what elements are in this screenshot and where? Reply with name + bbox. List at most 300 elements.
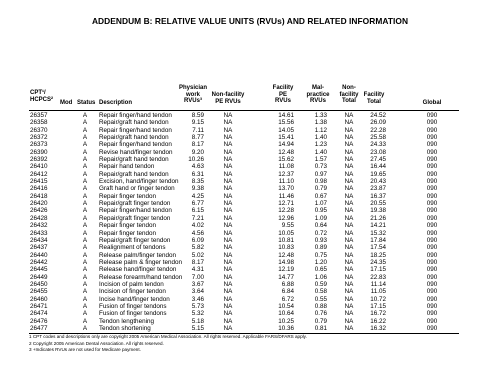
facility-pe-cell: 11.10	[278, 178, 294, 186]
header-nfpe-line1: Non-facility	[211, 92, 245, 98]
facility-pe-cell: 10.64	[278, 310, 294, 318]
facility-pe-cell: 14.98	[278, 258, 294, 266]
status-cell: A	[82, 317, 88, 325]
facility-pe-cell: 14.61	[278, 112, 294, 119]
global-cell: 090	[426, 222, 438, 230]
global-cell: 090	[426, 266, 438, 274]
cpt-code-cell: 26426	[30, 207, 48, 215]
status-cell: A	[82, 134, 88, 142]
facility-pe-cell: 15.62	[278, 156, 294, 164]
global-cell: 090	[426, 185, 438, 193]
description-cell: Repair finger tendon	[99, 192, 157, 200]
global-cell: 090	[426, 119, 438, 127]
facility-pe-cell: 12.28	[278, 207, 294, 215]
status-cell: A	[82, 222, 88, 230]
nonfacility-total-cell: NA	[344, 163, 354, 171]
nonfacility-pe-cell: NA	[223, 156, 233, 164]
header-status: Status	[77, 100, 96, 106]
description-cell: Incision of finger tendon	[99, 288, 166, 296]
description-cell: Fusion of finger tendons	[99, 310, 167, 318]
facility-total-cell: 27.45	[370, 156, 386, 164]
header-facility-pe	[268, 85, 298, 105]
malpractice-cell: 0.59	[314, 280, 327, 288]
nonfacility-total-cell: NA	[344, 185, 354, 193]
description-cell: Tendon lengthening	[99, 317, 154, 325]
description-cell: Repair/graft finger tendon	[99, 200, 171, 208]
facility-pe-cell: 10.25	[278, 317, 294, 325]
status-cell: A	[82, 244, 88, 252]
work-rvu-cell: 6.15	[191, 207, 204, 215]
facility-pe-cell: 14.05	[278, 126, 294, 134]
facility-pe-cell: 9.55	[281, 222, 294, 230]
status-cell: A	[82, 163, 88, 171]
global-cell: 090	[426, 170, 438, 178]
facility-pe-cell: 12.71	[278, 200, 294, 208]
facility-pe-cell: 12.96	[278, 214, 294, 222]
header-global: Global	[422, 100, 442, 106]
status-cell: A	[82, 310, 88, 318]
status-cell: A	[82, 288, 88, 296]
status-cell: A	[82, 295, 88, 303]
description-cell: Repair finger/hand tendon	[99, 141, 172, 149]
global-cell: 090	[426, 148, 438, 156]
description-cell: Repair/graft finger tendon	[99, 236, 171, 244]
work-rvu-cell: 3.64	[191, 288, 204, 296]
work-rvu-cell: 4.31	[191, 266, 204, 274]
header-nft-line2: facility	[339, 91, 359, 98]
nonfacility-pe-cell: NA	[223, 112, 233, 119]
status-cell: A	[82, 141, 88, 149]
table-row	[0, 310, 500, 317]
global-cell: 090	[426, 244, 438, 252]
header-cpt-line1: CPT¹/	[30, 90, 46, 96]
description-cell: Repair/graft finger tendon	[99, 214, 171, 222]
facility-pe-cell: 6.84	[281, 288, 294, 296]
global-cell: 090	[426, 236, 438, 244]
facility-total-cell: 21.26	[370, 214, 386, 222]
header-fpe-line1: Facility	[272, 85, 294, 91]
malpractice-cell: 1.57	[314, 156, 327, 164]
facility-pe-cell: 14.94	[278, 141, 294, 149]
malpractice-cell: 0.98	[314, 178, 327, 186]
facility-total-cell: 20.43	[370, 178, 386, 186]
description-cell: Release palm & finger tendon	[99, 258, 182, 266]
malpractice-cell: 1.06	[314, 273, 327, 281]
global-cell: 090	[426, 192, 438, 200]
work-rvu-cell: 4.56	[191, 229, 204, 237]
cpt-code-cell: 26474	[30, 310, 48, 318]
description-cell: Release forearm/hand tendon	[99, 273, 183, 281]
table-row	[0, 207, 500, 214]
facility-total-cell: 11.05	[370, 288, 386, 296]
global-cell: 090	[426, 280, 438, 288]
work-rvu-cell: 3.46	[191, 295, 204, 303]
facility-pe-cell: 15.56	[278, 119, 294, 127]
work-rvu-cell: 7.21	[191, 214, 204, 222]
malpractice-cell: 1.38	[314, 119, 327, 127]
nonfacility-total-cell: NA	[344, 112, 354, 119]
nonfacility-pe-cell: NA	[223, 170, 233, 178]
cpt-code-cell: 26449	[30, 273, 48, 281]
status-cell: A	[82, 280, 88, 288]
cpt-code-cell: 26434	[30, 236, 48, 244]
facility-total-cell: 17.84	[370, 236, 386, 244]
description-cell: Repair finger/hand tendon	[99, 112, 172, 119]
header-work-line1: Physician	[178, 85, 207, 91]
page-title: ADDENDUM B: RELATIVE VALUE UNITS (RVUs) AND RELATED INFORMATION	[91, 16, 409, 26]
status-cell: A	[82, 148, 88, 156]
facility-total-cell: 24.52	[370, 112, 386, 119]
global-cell: 090	[426, 214, 438, 222]
nonfacility-pe-cell: NA	[223, 148, 233, 156]
nonfacility-total-cell: NA	[344, 148, 354, 156]
facility-total-cell: 17.15	[370, 302, 386, 310]
malpractice-cell: 0.79	[314, 317, 327, 325]
nonfacility-pe-cell: NA	[223, 244, 233, 252]
footnote-2: 2 Copyright 2005 American Dental Association. All rights reserved.	[29, 340, 164, 346]
nonfacility-pe-cell: NA	[223, 185, 233, 193]
global-cell: 090	[426, 229, 438, 237]
cpt-code-cell: 26416	[30, 185, 48, 193]
header-mod: Mod	[60, 100, 73, 106]
facility-total-cell: 23.87	[370, 185, 386, 193]
footnotes	[29, 334, 307, 354]
nonfacility-total-cell: NA	[344, 258, 354, 266]
work-rvu-cell: 8.17	[191, 258, 204, 266]
description-cell: Revise hand/finger tendon	[99, 148, 173, 156]
facility-pe-cell: 12.19	[278, 266, 294, 274]
cpt-code-cell: 26373	[30, 141, 48, 149]
work-rvu-cell: 5.32	[191, 310, 204, 318]
nonfacility-total-cell: NA	[344, 317, 354, 325]
table-row	[0, 222, 500, 229]
malpractice-cell: 1.20	[314, 258, 327, 266]
cpt-code-cell: 26460	[30, 295, 48, 303]
facility-total-cell: 11.14	[370, 280, 386, 288]
nonfacility-total-cell: NA	[344, 324, 354, 332]
nonfacility-pe-cell: NA	[223, 126, 233, 134]
status-cell: A	[82, 214, 88, 222]
status-cell: A	[82, 324, 88, 332]
cpt-code-cell: 26471	[30, 302, 48, 310]
table-row	[0, 266, 500, 273]
description-cell: Repair finger/hand tendon	[99, 207, 172, 215]
description-cell: Repair/graft hand tendon	[99, 119, 169, 127]
nonfacility-pe-cell: NA	[223, 295, 233, 303]
work-rvu-cell: 8.17	[191, 141, 204, 149]
description-cell: Fusion of finger tendons	[99, 302, 167, 310]
cpt-code-cell: 26476	[30, 317, 48, 325]
global-cell: 090	[426, 178, 438, 186]
nonfacility-pe-cell: NA	[223, 163, 233, 171]
description-cell: Release hand/finger tendon	[99, 266, 177, 274]
nonfacility-total-cell: NA	[344, 288, 354, 296]
nonfacility-pe-cell: NA	[223, 317, 233, 325]
description-cell: Release palm/finger tendon	[99, 251, 177, 259]
nonfacility-total-cell: NA	[344, 280, 354, 288]
table-row	[0, 141, 500, 148]
cpt-code-cell: 26370	[30, 126, 48, 134]
work-rvu-cell: 8.35	[191, 178, 204, 186]
description-cell: Incise hand/finger tendon	[99, 295, 170, 303]
global-cell: 090	[426, 112, 438, 119]
nonfacility-pe-cell: NA	[223, 200, 233, 208]
global-cell: 090	[426, 288, 438, 296]
nonfacility-pe-cell: NA	[223, 119, 233, 127]
work-rvu-cell: 5.82	[191, 244, 204, 252]
nonfacility-total-cell: NA	[344, 310, 354, 318]
description-cell: Graft hand or finger tendon	[99, 185, 175, 193]
malpractice-cell: 0.58	[314, 288, 327, 296]
malpractice-cell: 0.67	[314, 192, 327, 200]
facility-total-cell: 18.25	[370, 251, 386, 259]
rvu-table-body	[0, 112, 500, 332]
work-rvu-cell: 9.20	[191, 148, 204, 156]
header-description: Description	[99, 100, 133, 106]
cpt-code-cell: 26410	[30, 163, 48, 171]
header-physician-work	[176, 85, 210, 105]
nonfacility-total-cell: NA	[344, 192, 354, 200]
cpt-code-cell: 26477	[30, 324, 48, 332]
nonfacility-pe-cell: NA	[223, 222, 233, 230]
facility-total-cell: 16.37	[370, 192, 386, 200]
status-cell: A	[82, 302, 88, 310]
description-cell: Excision, hand/finger tendon	[99, 178, 179, 186]
table-row	[0, 193, 500, 200]
nonfacility-pe-cell: NA	[223, 258, 233, 266]
table-row	[0, 178, 500, 185]
cpt-code-cell: 26418	[30, 192, 48, 200]
nonfacility-total-cell: NA	[344, 266, 354, 274]
work-rvu-cell: 4.02	[191, 222, 204, 230]
cpt-code-cell: 26412	[30, 170, 48, 178]
status-cell: A	[82, 178, 88, 186]
global-cell: 090	[426, 251, 438, 259]
nonfacility-total-cell: NA	[344, 214, 354, 222]
global-cell: 090	[426, 324, 438, 332]
nonfacility-total-cell: NA	[344, 244, 354, 252]
status-cell: A	[82, 251, 88, 259]
work-rvu-cell: 8.59	[191, 112, 204, 119]
facility-total-cell: 19.38	[370, 207, 386, 215]
description-cell: Tendon shortening	[99, 324, 151, 332]
malpractice-cell: 0.89	[314, 244, 327, 252]
facility-total-cell: 16.22	[370, 317, 386, 325]
facility-total-cell: 10.72	[370, 295, 386, 303]
facility-pe-cell: 10.36	[278, 324, 294, 332]
table-row	[0, 215, 500, 222]
work-rvu-cell: 4.25	[191, 192, 204, 200]
nonfacility-total-cell: NA	[344, 126, 354, 134]
table-row	[0, 252, 500, 259]
nonfacility-total-cell: NA	[344, 222, 354, 230]
status-cell: A	[82, 236, 88, 244]
table-row	[0, 237, 500, 244]
malpractice-cell: 1.12	[314, 126, 327, 134]
nonfacility-pe-cell: NA	[223, 288, 233, 296]
work-rvu-cell: 9.15	[191, 119, 204, 127]
description-cell: Incision of palm tendon	[99, 280, 164, 288]
status-cell: A	[82, 266, 88, 274]
malpractice-cell: 1.33	[314, 112, 327, 119]
header-fpe-line3: RVUs	[275, 98, 291, 105]
work-rvu-cell: 7.00	[191, 273, 204, 281]
work-rvu-cell: 6.31	[191, 170, 204, 178]
nonfacility-total-cell: NA	[344, 236, 354, 244]
global-cell: 090	[426, 200, 438, 208]
nonfacility-total-cell: NA	[344, 134, 354, 142]
nonfacility-pe-cell: NA	[223, 236, 233, 244]
facility-total-cell: 17.54	[370, 244, 386, 252]
facility-pe-cell: 11.08	[278, 163, 294, 171]
table-row	[0, 185, 500, 192]
cpt-code-cell: 26442	[30, 258, 48, 266]
status-cell: A	[82, 126, 88, 134]
header-mal-line2: practice	[306, 91, 330, 98]
facility-pe-cell: 10.54	[278, 302, 294, 310]
nonfacility-total-cell: NA	[344, 200, 354, 208]
status-cell: A	[82, 185, 88, 193]
cpt-code-cell: 26433	[30, 229, 48, 237]
malpractice-cell: 1.40	[314, 148, 327, 156]
header-nft-line3: Total	[342, 98, 356, 105]
nonfacility-pe-cell: NA	[223, 192, 233, 200]
description-cell: Repair/graft hand tendon	[99, 156, 169, 164]
header-ft-line2: Total	[367, 98, 381, 105]
description-cell: Repair finger/hand tendon	[99, 126, 172, 134]
description-cell: Realignment of tendons	[99, 244, 166, 252]
header-work-line3: RVUs³	[184, 98, 202, 105]
header-divider	[29, 110, 459, 111]
header-facility-total	[360, 92, 388, 105]
nonfacility-pe-cell: NA	[223, 214, 233, 222]
description-cell: Repair hand tendon	[99, 163, 155, 171]
status-cell: A	[82, 112, 88, 119]
table-row	[0, 274, 500, 281]
table-row	[0, 288, 500, 295]
header-fpe-line2: PE	[278, 91, 287, 98]
facility-total-cell: 24.33	[370, 141, 386, 149]
facility-pe-cell: 6.72	[281, 295, 294, 303]
work-rvu-cell: 5.73	[191, 302, 204, 310]
nonfacility-pe-cell: NA	[223, 273, 233, 281]
global-cell: 090	[426, 163, 438, 171]
table-row	[0, 281, 500, 288]
nonfacility-total-cell: NA	[344, 302, 354, 310]
cpt-code-cell: 26428	[30, 214, 48, 222]
work-rvu-cell: 5.18	[191, 317, 204, 325]
table-row	[0, 200, 500, 207]
work-rvu-cell: 10.26	[188, 156, 204, 164]
header-ft-line1: Facility	[363, 92, 385, 98]
nonfacility-pe-cell: NA	[223, 266, 233, 274]
nonfacility-pe-cell: NA	[223, 302, 233, 310]
cpt-code-cell: 26455	[30, 288, 48, 296]
facility-total-cell: 25.58	[370, 134, 386, 142]
malpractice-cell: 0.64	[314, 222, 327, 230]
global-cell: 090	[426, 141, 438, 149]
work-rvu-cell: 3.67	[191, 280, 204, 288]
nonfacility-pe-cell: NA	[223, 207, 233, 215]
nonfacility-pe-cell: NA	[223, 178, 233, 186]
table-row	[0, 149, 500, 156]
global-cell: 090	[426, 258, 438, 266]
table-row	[0, 112, 500, 119]
malpractice-cell: 0.72	[314, 229, 327, 237]
malpractice-cell: 0.88	[314, 302, 327, 310]
cpt-code-cell: 26432	[30, 222, 48, 230]
global-cell: 090	[426, 310, 438, 318]
facility-pe-cell: 11.46	[278, 192, 294, 200]
table-row	[0, 156, 500, 163]
work-rvu-cell: 5.02	[191, 251, 204, 259]
facility-pe-cell: 6.88	[281, 280, 294, 288]
global-cell: 090	[426, 134, 438, 142]
nonfacility-pe-cell: NA	[223, 324, 233, 332]
header-nft-line1: Non-	[342, 85, 356, 91]
facility-total-cell: 20.55	[370, 200, 386, 208]
work-rvu-cell: 7.11	[192, 126, 204, 134]
cpt-code-cell: 26357	[30, 112, 48, 119]
description-cell: Repair/graft hand tendon	[99, 134, 169, 142]
table-row	[0, 303, 500, 310]
malpractice-cell: 0.55	[314, 295, 327, 303]
status-cell: A	[82, 192, 88, 200]
cpt-code-cell: 26392	[30, 156, 48, 164]
malpractice-cell: 0.65	[314, 266, 327, 274]
nonfacility-total-cell: NA	[344, 273, 354, 281]
nonfacility-pe-cell: NA	[223, 134, 233, 142]
nonfacility-pe-cell: NA	[223, 310, 233, 318]
work-rvu-cell: 4.63	[191, 163, 204, 171]
facility-total-cell: 22.28	[370, 126, 386, 134]
facility-total-cell: 16.72	[370, 310, 386, 318]
nonfacility-pe-cell: NA	[223, 229, 233, 237]
table-row	[0, 318, 500, 325]
facility-pe-cell: 10.81	[278, 236, 294, 244]
header-work-line2: work	[185, 91, 200, 98]
facility-total-cell: 16.44	[370, 163, 386, 171]
malpractice-cell: 0.73	[314, 163, 327, 171]
table-row	[0, 127, 500, 134]
nonfacility-total-cell: NA	[344, 295, 354, 303]
malpractice-cell: 0.75	[314, 251, 327, 259]
nonfacility-total-cell: NA	[344, 156, 354, 164]
status-cell: A	[82, 229, 88, 237]
work-rvu-cell: 8.77	[191, 134, 204, 142]
malpractice-cell: 0.76	[314, 310, 327, 318]
header-mal-line1: Mal-	[312, 85, 324, 91]
table-row	[0, 325, 500, 332]
description-cell: Repair/graft hand tendon	[99, 170, 169, 178]
facility-pe-cell: 12.37	[278, 170, 294, 178]
facility-pe-cell: 15.41	[278, 134, 294, 142]
facility-total-cell: 14.21	[370, 222, 386, 230]
malpractice-cell: 0.93	[314, 236, 327, 244]
table-row	[0, 244, 500, 251]
header-hcpcs-line2: HCPCS²	[30, 96, 54, 103]
global-cell: 090	[426, 295, 438, 303]
malpractice-cell: 0.95	[314, 207, 327, 215]
facility-total-cell: 23.08	[370, 148, 386, 156]
malpractice-cell: 1.40	[314, 134, 327, 142]
facility-total-cell: 15.32	[370, 229, 386, 237]
header-mal-line3: RVUs	[310, 98, 326, 105]
facility-total-cell: 22.83	[370, 273, 386, 281]
facility-pe-cell: 13.70	[278, 185, 294, 193]
cpt-code-cell: 26437	[30, 244, 48, 252]
cpt-code-cell: 26450	[30, 280, 48, 288]
